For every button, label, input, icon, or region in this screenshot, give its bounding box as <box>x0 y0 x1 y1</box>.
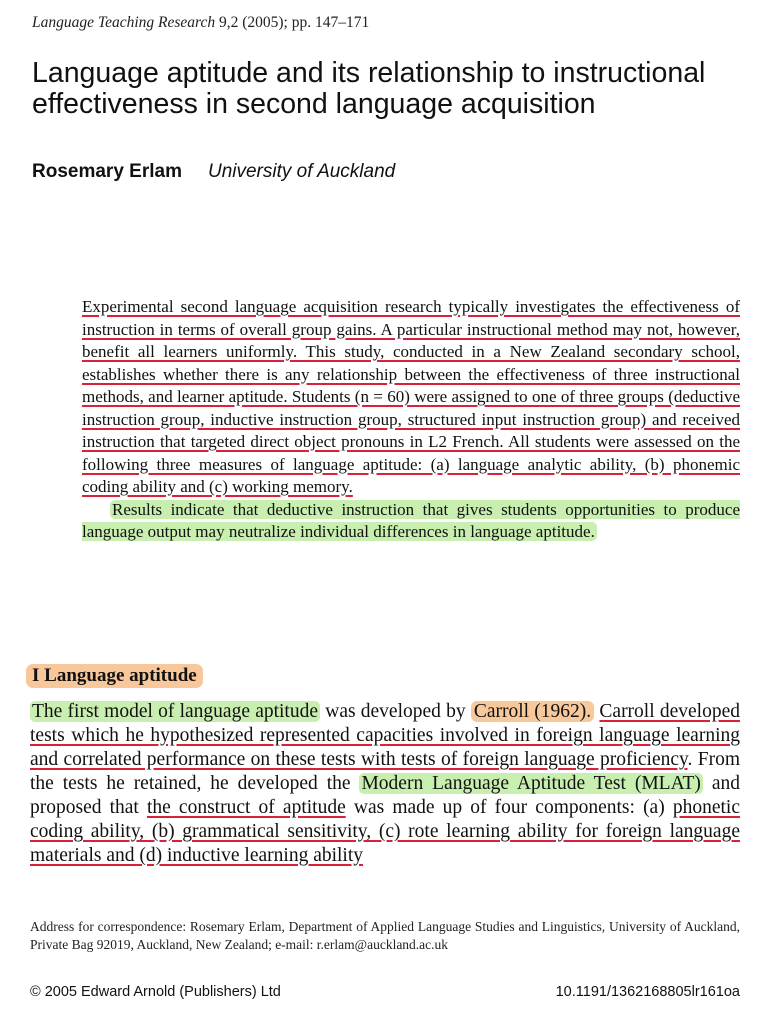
abstract <box>82 296 740 544</box>
body-text-segment: . From the tests he retained, he developed the <box>30 749 740 794</box>
body-text-segment: was made up of four components: (a) <box>345 797 673 818</box>
body-text-segment: and proposed that <box>30 773 740 818</box>
abstract-paragraph-2 <box>82 499 740 544</box>
abstract-paragraph-1 <box>82 296 740 499</box>
highlight-first-model: The first model of language aptitude <box>32 701 319 722</box>
highlight-carroll-citation: Carroll (1962). <box>471 701 594 722</box>
correspondence-footnote: Address for correspondence: Rosemary Erlam, Department of Applied Language Studies and Linguistics, University of Auckland, Private Bag 92019, Auckland, New Zealand; e-mail: r.erlam@auckland.ac.uk <box>30 919 740 952</box>
journal-name: Language Teaching Research <box>32 14 216 31</box>
section-body <box>30 700 740 868</box>
section-heading: I Language aptitude <box>26 664 203 688</box>
doi-identifier: 10.1191/1362168805lr161oa <box>555 984 740 1000</box>
volume-pages: 9,2 (2005); pp. 147–171 <box>215 14 370 31</box>
author-line <box>32 161 395 183</box>
abstract-underlined-text: Experimental second language acquisition research typically investigates the effectiveness of instruction in terms of overall group gains. A particular instructional method may not, however, benefit all learners uniformly. This study, conducted in a New Zealand secondary school, establishes whether there is any relationship between the effectiveness of three instructional methods, and learner aptitude. Students (n = 60) were assigned to one of three groups (deductive instruction group, inductive instruction group, structured input instruction group) and received instruction that targeted direct object pronouns in L2 French. All students were assessed on the following three measures of language aptitude: (a) language analytic ability, (b) phonemic coding ability and (c) working memory. <box>82 297 740 496</box>
article-title: Language aptitude and its relationship to instructional effectiveness in second language acquisition <box>32 57 706 120</box>
underlined-carroll-tests: Carroll developed tests which he hypothesized represented capacities involved in foreign language learning and correlated performance on these tests with tests of foreign language proficiency <box>30 701 740 770</box>
copyright-notice: © 2005 Edward Arnold (Publishers) Ltd <box>30 984 281 1000</box>
author-name: Rosemary Erlam <box>32 161 182 182</box>
author-affiliation: University of Auckland <box>207 161 396 182</box>
underlined-construct: the construct of aptitude <box>146 797 346 818</box>
abstract-highlighted-result: Results indicate that deductive instruction that gives students opportunities to produce language output may neutralize individual differences in language aptitude. <box>82 499 740 541</box>
underlined-components: phonetic coding ability, (b) grammatical sensitivity, (c) rote learning ability for foreign language materials and (d) inductive learning ability <box>30 797 740 866</box>
highlight-mlat: Modern Language Aptitude Test (MLAT) <box>361 773 701 794</box>
journal-citation <box>32 14 369 32</box>
body-text-segment: was developed by <box>320 701 471 722</box>
